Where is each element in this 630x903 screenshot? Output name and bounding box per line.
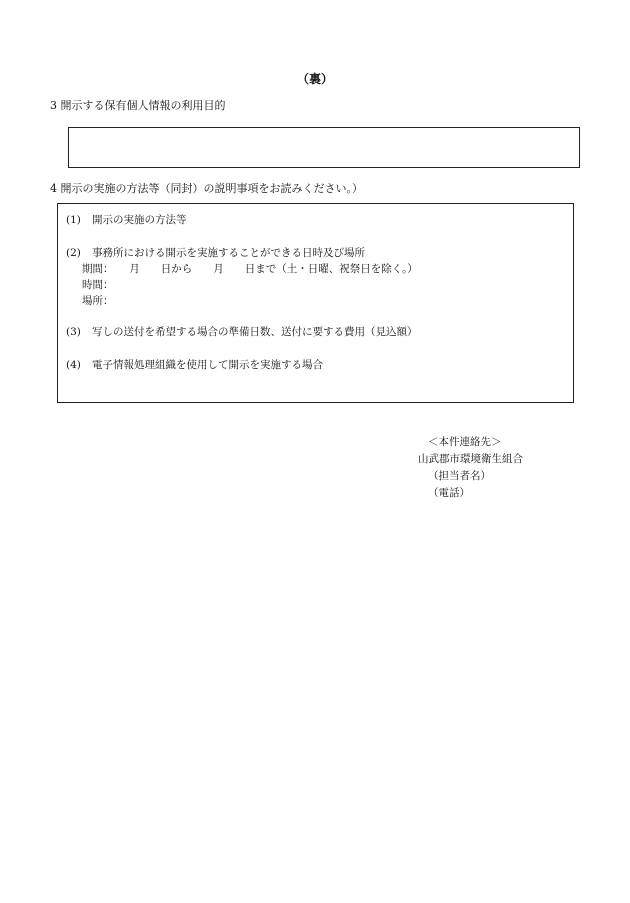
contact-header: ＜本件連絡先＞	[428, 436, 502, 448]
place-label: 場所：	[82, 295, 114, 307]
time-label: 時間：	[82, 279, 114, 291]
page-title: （裏）	[296, 72, 333, 86]
method-item-3	[66, 324, 418, 339]
method-item-1-number: (1)	[66, 214, 81, 226]
method-item-3-number: (3)	[66, 326, 81, 338]
method-item-3-text: 写しの送付を希望する場合の準備日数、送付に要する費用（見込額）	[92, 326, 418, 338]
method-item-4-text: 電子情報処理組織を使用して開示を実施する場合	[92, 359, 323, 371]
method-item-4	[66, 357, 323, 372]
section-4-heading: 4 開示の実施の方法等（同封）の説明事項をお読みください。）	[50, 182, 363, 195]
section-3-heading: 3 開示する保有個人情報の利用目的	[50, 99, 226, 112]
method-item-2	[66, 245, 365, 260]
method-box	[57, 203, 574, 403]
contact-person-label: （担当者名）	[428, 470, 491, 482]
method-item-1	[66, 212, 187, 227]
period-line: 期間： 月 日から 月 日まで（土・日曜、祝祭日を除く。）	[82, 263, 418, 275]
purpose-field[interactable]	[68, 127, 580, 168]
method-item-2-text: 事務所における開示を実施することができる日時及び場所	[92, 247, 365, 259]
method-item-1-text: 開示の実施の方法等	[92, 214, 187, 226]
contact-organization: 山武郡市環境衛生組合	[418, 453, 523, 465]
method-item-4-number: (4)	[66, 359, 81, 371]
contact-phone-label: （電話）	[428, 487, 470, 499]
method-item-2-number: (2)	[66, 247, 81, 259]
